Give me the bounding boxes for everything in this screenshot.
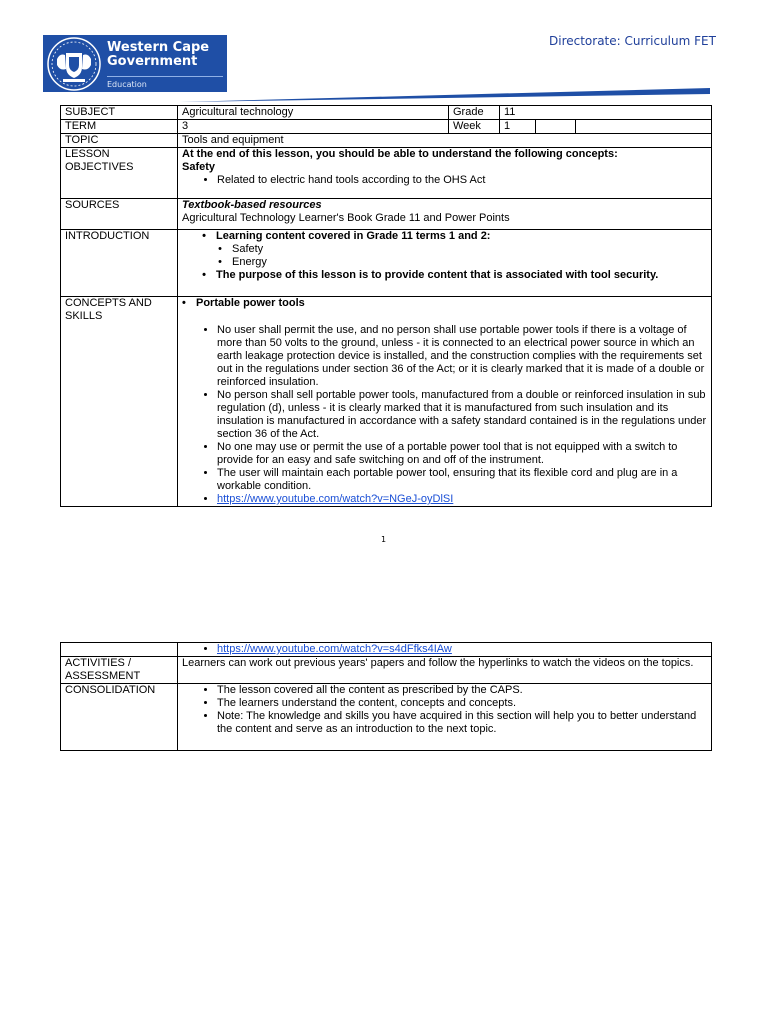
intro-sublist [216, 243, 707, 269]
coat-of-arms-icon [43, 35, 105, 92]
term-label: TERM [61, 120, 178, 134]
link-list [182, 643, 707, 656]
link-row [61, 643, 712, 657]
topic-value: Tools and equipment [178, 134, 712, 148]
consolidation-list [182, 684, 707, 736]
consolidation-item: • The learners understand the content, concepts and concepts. [217, 697, 707, 710]
sources-text: Agricultural Technology Learner's Book Grade 11 and Power Points [182, 212, 510, 224]
concepts-heading: • Portable power tools [180, 297, 707, 310]
activities-label-cell [61, 657, 178, 684]
introduction-row [61, 230, 712, 297]
objectives-list [182, 174, 707, 187]
concepts-item: • The user will maintain each portable power tool, ensuring that its flexible cord and plug are in a workable condition. [217, 467, 707, 493]
activities-text: Learners can work out previous years' papers and follow the hyperlinks to watch the videos on the topics. [178, 657, 712, 684]
logo-title-line2: Government [107, 54, 198, 69]
intro-sub-item: • Energy [232, 256, 707, 269]
activities-label-line2: ASSESSMENT [65, 670, 141, 682]
western-cape-government-logo [43, 35, 227, 92]
intro-item-1-text: Learning content covered in Grade 11 terms 1 and 2: [216, 230, 491, 242]
sources-label: SOURCES [61, 199, 178, 230]
logo-subtitle: Education [107, 80, 147, 89]
concepts-content [178, 297, 712, 507]
link-row-content [178, 643, 712, 657]
concepts-label-line2: SKILLS [65, 310, 103, 322]
youtube-link-1[interactable]: https://www.youtube.com/watch?v=NGeJ-oyDlSI [217, 493, 454, 505]
intro-sub-item: • Safety [232, 243, 707, 256]
objectives-heading: Safety [182, 161, 216, 173]
lesson-plan-table [60, 105, 712, 507]
topic-row [61, 134, 712, 148]
objectives-label-line1: LESSON [65, 148, 110, 160]
intro-item-1 [216, 230, 707, 269]
subject-label: SUBJECT [61, 106, 178, 120]
concepts-link-item [217, 493, 707, 506]
concepts-row [61, 297, 712, 507]
youtube-link-2[interactable]: https://www.youtube.com/watch?v=s4dFfks4IAw [217, 643, 452, 655]
lesson-plan-table-continued [60, 642, 712, 751]
week-label: Week [449, 120, 500, 134]
logo-title-line1: Western Cape [107, 40, 210, 55]
activities-row [61, 657, 712, 684]
objectives-content [178, 148, 712, 199]
sources-content [178, 199, 712, 230]
objectives-label-line2: OBJECTIVES [65, 161, 134, 173]
header-swoosh [180, 86, 710, 102]
intro-item-2: • The purpose of this lesson is to provide content that is associated with tool security. [216, 269, 707, 282]
introduction-label: INTRODUCTION [61, 230, 178, 297]
consolidation-label: CONSOLIDATION [61, 684, 178, 751]
concepts-label-line1: CONCEPTS AND [65, 297, 152, 309]
consolidation-content [178, 684, 712, 751]
grade-label: Grade [449, 106, 500, 120]
term-value: 3 [178, 120, 449, 134]
subject-row [61, 106, 712, 120]
objectives-item: • Related to electric hand tools according to the OHS Act [217, 174, 707, 187]
concepts-list [180, 324, 707, 506]
link-item [217, 643, 707, 656]
concepts-label-cell [61, 297, 178, 507]
introduction-content [178, 230, 712, 297]
week-empty-cell [536, 120, 576, 134]
link-row-label-cell [61, 643, 178, 657]
grade-value: 11 [500, 106, 712, 120]
concepts-heading-list [180, 297, 707, 310]
logo-divider [107, 76, 223, 77]
week-value: 1 [500, 120, 536, 134]
introduction-list [182, 230, 707, 282]
objectives-intro: At the end of this lesson, you should be able to understand the following concepts: [182, 148, 618, 160]
consolidation-item: • The lesson covered all the content as prescribed by the CAPS. [217, 684, 707, 697]
concepts-item: • No person shall sell portable power tools, manufactured from a double or reinforced insulation in sub regulation (d), unless - it is clearly marked that it is manufactured from such insulation and its insulation is manufactured in accordance with a safety standard contained is in the regulations under section 36 of the Act. [217, 389, 707, 441]
sources-heading: Textbook-based resources [182, 199, 322, 211]
subject-value: Agricultural technology [178, 106, 449, 120]
objectives-label-cell [61, 148, 178, 199]
concepts-item: • No one may use or permit the use of a portable power tool that is not equipped with a switch to provide for an easy and safe switching on and off of the instrument. [217, 441, 707, 467]
term-row [61, 120, 712, 134]
topic-label: TOPIC [61, 134, 178, 148]
directorate-label: Directorate: Curriculum FET [549, 34, 716, 48]
activities-label-line1: ACTIVITIES / [65, 657, 132, 669]
sources-row [61, 199, 712, 230]
concepts-item: • No user shall permit the use, and no person shall use portable power tools if there is a voltage of more than 50 volts to the ground, unless - it is connected to an electrical power source in which an earth leakage protection device is installed, and the construction complies with the requirements set out in the regulations under section 36 of the Act; or it is clearly marked that it is made of a double or reinforced insulation. [217, 324, 707, 389]
page-number: 1 [381, 535, 387, 544]
objectives-row [61, 148, 712, 199]
term-empty-cell [576, 120, 712, 134]
consolidation-item: • Note: The knowledge and skills you have acquired in this section will help you to better understand the content and serve as an introduction to the next topic. [217, 710, 707, 736]
consolidation-row [61, 684, 712, 751]
